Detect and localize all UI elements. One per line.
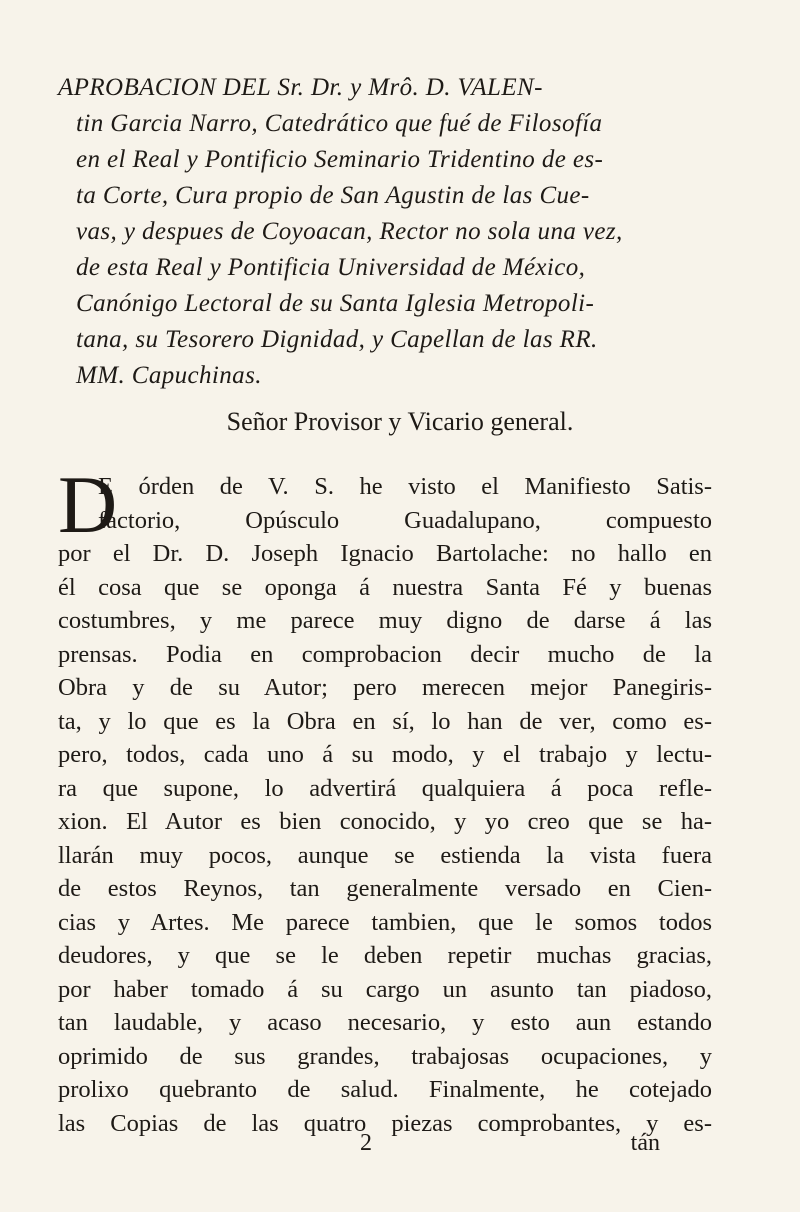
body-line: costumbres, y me parece muy digno de darse á las [58,607,712,634]
title-line: Canónigo Lectoral de su Santa Iglesia Metropoli- [76,290,595,317]
salutation: Señor Provisor y Vicario general. [226,407,574,436]
body-text [58,459,712,1140]
body-line: ta, y lo que es la Obra en sí, lo han de ver, como es- [58,707,712,735]
title-line: tana, su Tesorero Dignidad, y Capellan de las RR. [76,326,598,353]
title-line: MM. Capuchinas. [76,362,262,389]
approval-title [58,70,708,394]
drop-cap: D [58,459,118,550]
body-line: ra que supone, lo advertirá qualquiera á poca refle- [58,774,712,802]
body-line: tan laudable, y acaso necesario, y esto aun estando [58,1009,712,1036]
body-line: las Copias de las quatro piezas comprobantes, y es- [58,1109,712,1137]
catchword: tán [630,1130,660,1156]
title-line: de esta Real y Pontificia Universidad de México, [76,254,586,281]
body-line: factorio, Opúsculo Guadalupano, compuesto [98,506,712,534]
page-number: 2 [360,1130,372,1156]
body-line: prensas. Podia en comprobacion decir mucho de la [58,640,712,668]
body-line: llarán muy pocos, aunque se estienda la vista fuera [58,841,712,869]
body-line: E órden de V. S. he visto el Manifiesto Satis- [98,473,712,500]
title-line: ta Corte, Cura propio de San Agustin de las Cue- [76,182,590,209]
body-line: pero, todos, cada uno á su modo, y el trabajo y lectu- [58,741,712,768]
body-line: xion. El Autor es bien conocido, y yo creo que se ha- [58,808,712,835]
title-line: tin Garcia Narro, Catedrático que fué de Filosofía [76,110,603,137]
body-line: por haber tomado á su cargo un asunto tan piadoso, [58,975,712,1003]
body-line: de estos Reynos, tan generalmente versado en Cien- [58,875,712,902]
body-line: prolixo quebranto de salud. Finalmente, he cotejado [58,1076,712,1103]
title-line: en el Real y Pontificio Seminario Tridentino de es- [76,146,604,173]
body-line: cias y Artes. Me parece tambien, que le somos todos [58,908,712,936]
page-footer [58,1128,712,1158]
title-line: APROBACION DEL Sr. Dr. y Mrô. D. VALEN- [58,74,543,101]
title-line: vas, y despues de Coyoacan, Rector no sola una vez, [76,218,623,245]
body-line: él cosa que se oponga á nuestra Santa Fé y buenas [58,573,712,601]
body-line: deudores, y que se le deben repetir muchas gracias, [58,942,712,969]
body-line: por el Dr. D. Joseph Ignacio Bartolache: no hallo en [58,540,712,567]
body-line: Obra y de su Autor; pero merecen mejor Panegiris- [58,674,712,701]
body-line: oprimido de sus grandes, trabajosas ocupaciones, y [58,1042,712,1070]
